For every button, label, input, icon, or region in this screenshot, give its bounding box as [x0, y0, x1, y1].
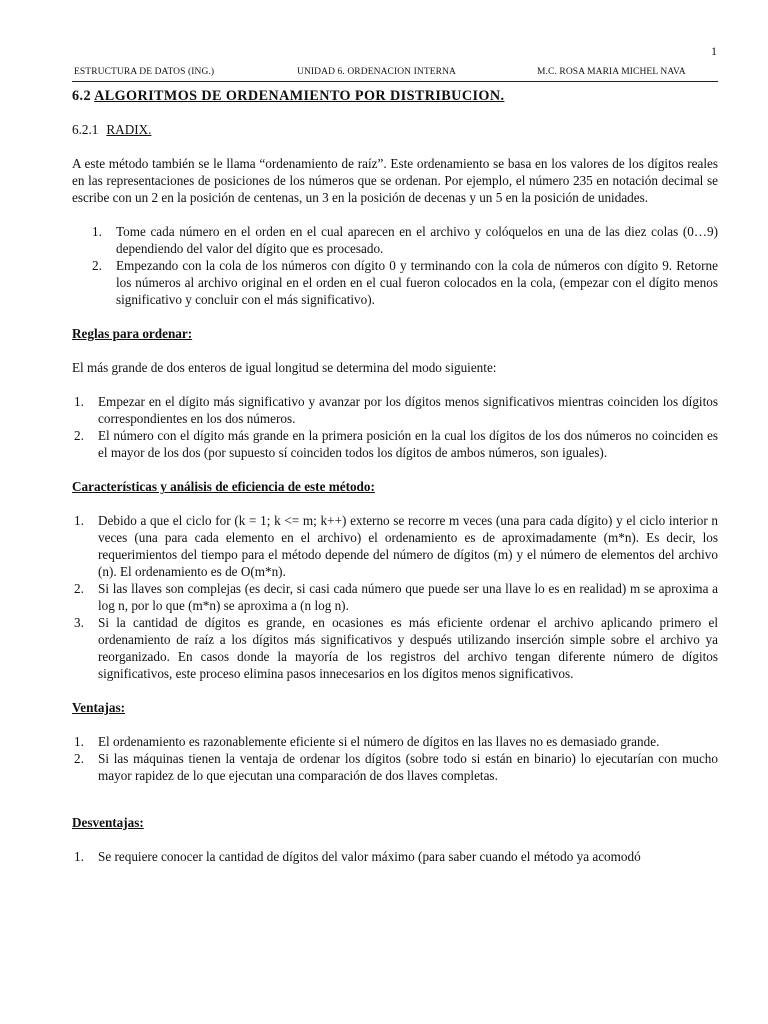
list-text: Si las máquinas tienen la ventaja de ordenar los dígitos (sobre todo si están en binario) lo ejecutarían con mucho mayor rapidez de lo que ejecutan una comparación de dos llaves completas. [98, 751, 718, 783]
subsection-title [72, 121, 718, 138]
advantages-heading: Ventajas: [72, 700, 125, 715]
list-number: 1. [74, 734, 84, 749]
list-text: Empezar en el dígito más significativo y avanzar por los dígitos menos significativos mientras coinciden los dígitos correspondientes en los dos números. [98, 394, 718, 426]
list-item [72, 223, 718, 257]
list-text: Debido a que el ciclo for (k = 1; k <= m; k++) externo se recorre m veces (una para cada dígito) y el ciclo interior n veces (una para cada elemento en el archivo) el ordenamiento es de aproximadamente (m*n). Es decir, los requerimientos del tiempo para el método depende del número de dígitos (m) y el número de elementos del archivo (n). El ordenamiento es de O(m*n). [98, 513, 718, 579]
analysis-heading: Características y análisis de eficiencia de este método: [72, 479, 375, 494]
disadvantages-list [72, 848, 718, 865]
section-number: 6.2 [72, 88, 91, 104]
running-header [72, 67, 718, 82]
analysis-list [72, 512, 718, 682]
advantages-list [72, 733, 718, 784]
list-text: El número con el dígito más grande en la primera posición en la cual los dígitos de los dos números no coinciden es el mayor de los dos (por supuesto sí coinciden todos los dígitos de ambos números, son iguales). [98, 428, 718, 460]
list-item [72, 750, 718, 784]
list-item [72, 512, 718, 580]
page-number: 1 [711, 44, 717, 58]
list-item [72, 393, 718, 427]
list-text: El ordenamiento es razonablemente eficiente si el número de dígitos en las llaves no es demasiado grande. [98, 734, 660, 749]
procedure-list [72, 223, 718, 308]
intro-paragraph: A este método también se le llama “ordenamiento de raíz”. Este ordenamiento se basa en los valores de los dígitos reales en las representaciones de posiciones de los números que se ordenan. Por ejemplo, el número 235 en notación decimal se escribe con un 2 en la posición de centenas, un 3 en la posición de decenas y un 5 en la posición de unidades. [72, 156, 718, 205]
list-text: Si las llaves son complejas (es decir, si casi cada número que puede ser una llave lo es en realidad) m se aproxima a log n, por lo que (m*n) se aproxima a (n log n). [98, 581, 718, 613]
list-number: 2. [74, 751, 84, 766]
section-title [72, 88, 718, 105]
document-body [72, 88, 718, 865]
disadvantages-heading: Desventajas: [72, 815, 144, 830]
list-item [72, 848, 718, 865]
list-item [72, 614, 718, 682]
list-item [72, 733, 718, 750]
list-text: Se requiere conocer la cantidad de dígitos del valor máximo (para saber cuando el método ya acomodó [98, 849, 641, 864]
list-number: 2. [92, 258, 102, 273]
list-number: 2. [74, 581, 84, 596]
subsection-number: 6.2.1 [72, 122, 99, 137]
rules-heading: Reglas para ordenar: [72, 326, 193, 341]
header-unit: UNIDAD 6. ORDENACION INTERNA [297, 67, 457, 77]
header-course: ESTRUCTURA DE DATOS (ING.) [74, 67, 215, 77]
rules-intro: El más grande de dos enteros de igual longitud se determina del modo siguiente: [72, 360, 497, 375]
list-number: 3. [74, 615, 84, 630]
list-number: 1. [74, 849, 84, 864]
list-number: 1. [92, 224, 102, 239]
list-item [72, 257, 718, 308]
rules-list [72, 393, 718, 461]
list-text: Empezando con la cola de los números con dígito 0 y terminando con la cola de números con dígito 9. Retorne los números al archivo original en el orden en el cual fueron colocados en la cola, (empezar con el dígito menos significativo y concluir con el más significativo). [116, 258, 718, 307]
subsection-title-text: RADIX. [106, 122, 152, 137]
list-number: 1. [74, 394, 84, 409]
list-item [72, 580, 718, 614]
section-title-text: ALGORITMOS DE ORDENAMIENTO POR DISTRIBUCION. [94, 88, 505, 104]
list-number: 1. [74, 513, 84, 528]
list-number: 2. [74, 428, 84, 443]
header-author: M.C. ROSA MARIA MICHEL NAVA [537, 67, 686, 77]
list-text: Si la cantidad de dígitos es grande, en ocasiones es más eficiente ordenar el archivo aplicando primero el ordenamiento de raíz a los dígitos más significativos y después utilizando inserción simple sobre el archivo ya reorganizado. En casos donde la mayoría de los registros del archivo tengan diferente número de dígitos significativos, este proceso elimina pasos innecesarios en los dígitos menos significativos. [98, 615, 718, 681]
list-text: Tome cada número en el orden en el cual aparecen en el archivo y colóquelos en una de las diez colas (0…9) dependiendo del valor del dígito que es procesado. [116, 224, 718, 256]
list-item [72, 427, 718, 461]
